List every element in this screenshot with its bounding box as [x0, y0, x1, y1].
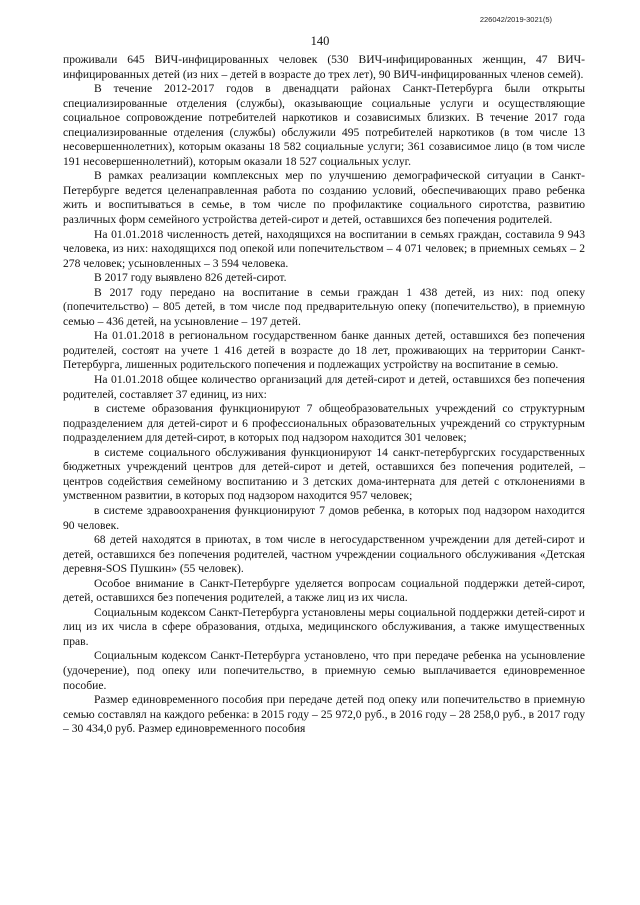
list-item: в системе образования функционируют 7 общеобразовательных учреждений со структурным подразделением для детей-сирот и 6 профессиональных образовательных учреждений со структурным подразделением для детей-сирот, в которых под надзором находится 301 человек;	[63, 402, 585, 445]
paragraph: В 2017 году выявлено 826 детей-сирот.	[94, 271, 287, 285]
list-item: в системе социального обслуживания функционируют 14 санкт-петербургских государственных бюджетных учреждений центров для детей-сирот и детей, оставшихся без попечения родителей, – центров содействия семейному воспитанию и 3 детских дома-интерната для детей с отклонениями в умственном развитии, в которых под надзором находится 957 человек;	[63, 445, 585, 503]
paragraph: Социальным кодексом Санкт-Петербурга установлено, что при передаче ребенка на усыновление (удочерение), под опеку или попечительство, в приемную семью выплачивается единовременное пособие.	[63, 649, 585, 692]
paragraph: Особое внимание в Санкт-Петербурге уделяется вопросам социальной поддержки детей-сирот, детей, оставшихся без попечения родителей, а также лиц из их числа.	[63, 576, 585, 605]
page-number: 140	[310, 34, 330, 48]
list-item: в системе здравоохранения функционируют 7 домов ребенка, в которых под надзором находится 90 человек.	[63, 503, 585, 532]
paragraph: В течение 2012-2017 годов в двенадцати районах Санкт-Петербурга были открыты специализированные отделения (службы), оказывающие социальные услуги и осуществляющие социальное сопровождение потребителей наркотиков и созависимых близких. В течение 2017 года специализированные отделения (службы) обслужили 495 потребителей наркотиков (в том числе 13 несовершеннолетних), которым оказаны 18 582 социальные услуги; 361 созависимое лицо (в том числе 191 несовершеннолетний), которым оказали 18 527 социальных услуг.	[63, 82, 585, 168]
paragraph: На 01.01.2018 численность детей, находящихся на воспитании в семьях граждан, составила 9 943 человека, из них: находящихся под опекой или попечительством – 4 071 человек; в приемных семьях – 2 278 человек; усыновленных – 3 594 человека.	[63, 227, 585, 270]
paragraph: На 01.01.2018 общее количество организаций для детей-сирот и детей, оставшихся без попечения родителей, составляет 37 единиц, из них:	[63, 373, 585, 401]
paragraph: проживали 645 ВИЧ-инфицированных человек (530 ВИЧ-инфицированных женщин, 47 ВИЧ-инфицированных детей (из них – детей в возрасте до трех лет), 90 ВИЧ-инфицированных членов семей).	[63, 53, 585, 81]
paragraph: 68 детей находятся в приютах, в том числе в негосударственном учреждении для детей-сирот и детей, оставшихся без попечения родителей, частном учреждении социального обслуживания «Детская деревня-SOS Пушкин» (55 человек).	[63, 533, 585, 576]
paragraph: Социальным кодексом Санкт-Петербурга установлены меры социальной поддержки детей-сирот и лиц из их числа в сфере образования, отдыха, медицинского обслуживания, а также имущественных прав.	[63, 605, 585, 648]
paragraph: Размер единовременного пособия при передаче детей под опеку или попечительство в приемную семью составлял на каждого ребенка: в 2015 году – 25 972,0 руб., в 2016 году – 28 258,0 руб., в 2017 году – 30 434,0 руб. Размер единовременного пособия	[63, 693, 585, 736]
document-id: 226042/2019-3021(5)	[479, 15, 552, 24]
paragraph: В рамках реализации комплексных мер по улучшению демографической ситуации в Санкт-Петербурге ведется целенаправленная работа по созданию условий, обеспечивающих право ребенка жить и воспитываться в семье, в том числе по профилактике социального сиротства, развитию различных форм семейного устройства детей-сирот и детей, оставшихся без попечения родителей.	[63, 169, 585, 227]
body-text	[63, 53, 585, 737]
paragraph: На 01.01.2018 в региональном государственном банке данных детей, оставшихся без попечения родителей, состоят на учете 1 416 детей в возрасте до 18 лет, проживающих на территории Санкт-Петербурга, лишенных родительского попечения и подлежащих устройству на воспитание в семью.	[63, 329, 585, 372]
paragraph: В 2017 году передано на воспитание в семьи граждан 1 438 детей, из них: под опеку (попечительство) – 805 детей, в том числе под предварительную опеку (попечительство), в приемную семью – 436 детей, на усыновление – 197 детей.	[63, 285, 585, 328]
